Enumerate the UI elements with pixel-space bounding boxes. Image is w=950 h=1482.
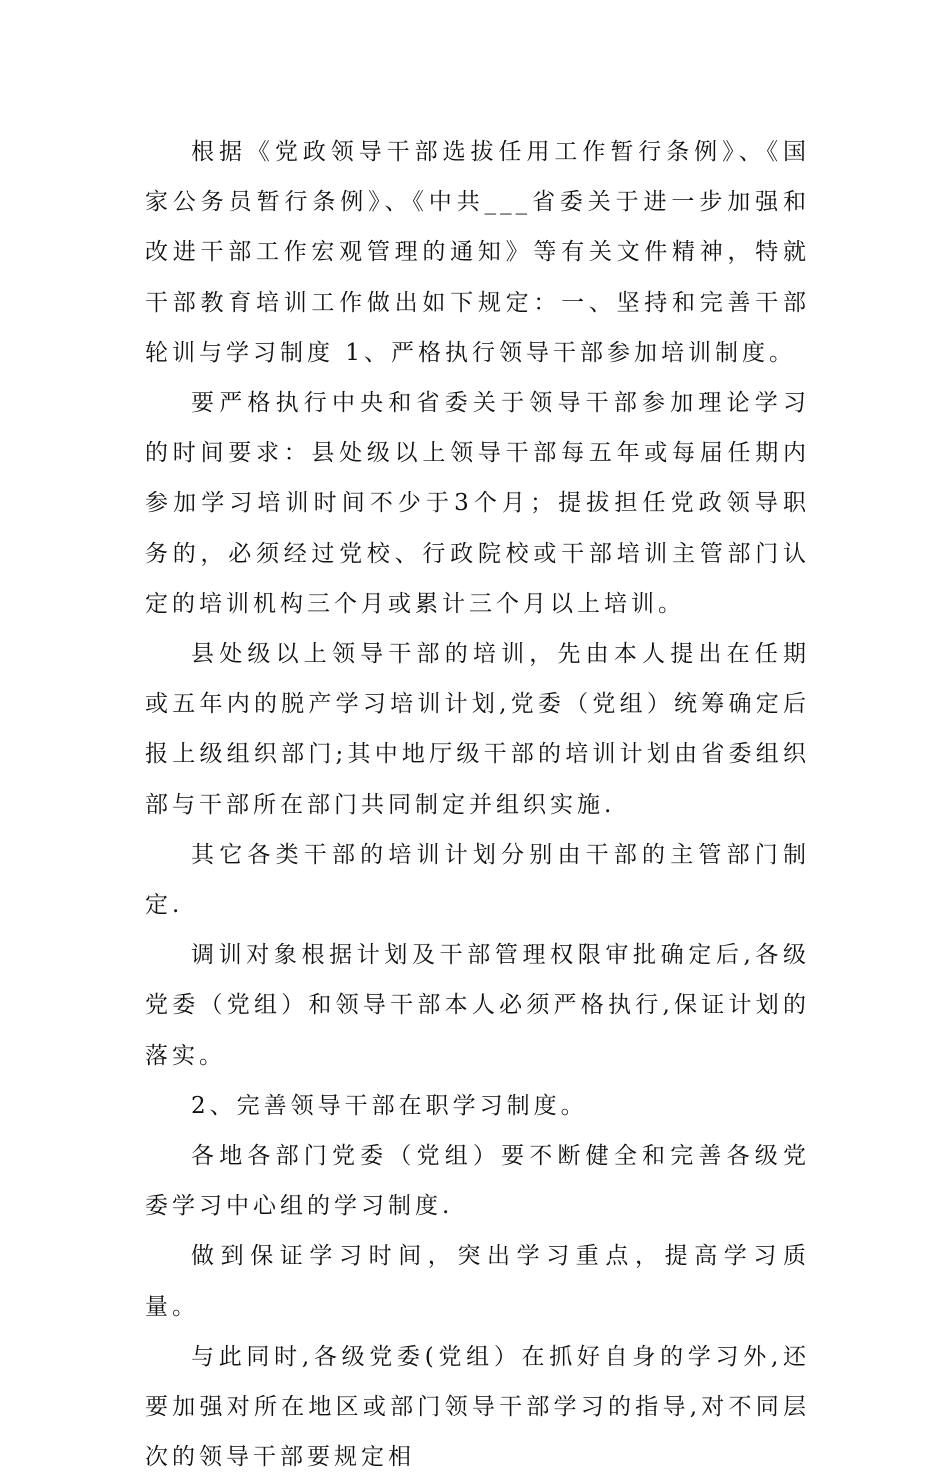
paragraph: 其它各类干部的培训计划分别由干部的主管部门制定.: [145, 841, 810, 919]
paragraph: 要严格执行中央和省委关于领导干部参加理论学习的时间要求：县处级以上领导干部每五年或每届任期内参加学习培训时间不少于3个月；提拔担任党政领导职务的，必须经过党校、行政院校或干部培训主管部门认定的培训机构三个月或累计三个月以上培训。: [145, 390, 810, 617]
paragraph: 与此同时,各级党委(党组）在抓好自身的学习外,还要加强对所在地区或部门领导干部学习的指导,对不同层次的领导干部要规定相: [145, 1343, 810, 1471]
document-body: [145, 127, 810, 1482]
paragraph: 根据《党政领导干部选拔任用工作暂行条例》、《国家公务员暂行条例》、《中共___省委关于进一步加强和改进干部工作宏观管理的通知》等有关文件精神，特就干部教育培训工作做出如下规定：一、坚持和完善干部轮训与学习制度 1、严格执行领导干部参加培训制度。: [145, 139, 810, 366]
paragraph: 做到保证学习时间，突出学习重点，提高学习质量。: [145, 1243, 810, 1320]
paragraph: 2、完善领导干部在职学习制度。: [191, 1092, 588, 1119]
paragraph: 各地各部门党委（党组）要不断健全和完善各级党委学习中心组的学习制度.: [145, 1143, 810, 1220]
paragraph: 调训对象根据计划及干部管理权限审批确定后,各级党委（党组）和领导干部本人必须严格执行,保证计划的落实。: [145, 942, 810, 1069]
paragraph: 县处级以上领导干部的培训，先由本人提出在任期或五年内的脱产学习培训计划,党委（党组）统筹确定后报上级组织部门;其中地厅级干部的培训计划由省委组织部与干部所在部门共同制定并组织实施.: [145, 641, 810, 818]
